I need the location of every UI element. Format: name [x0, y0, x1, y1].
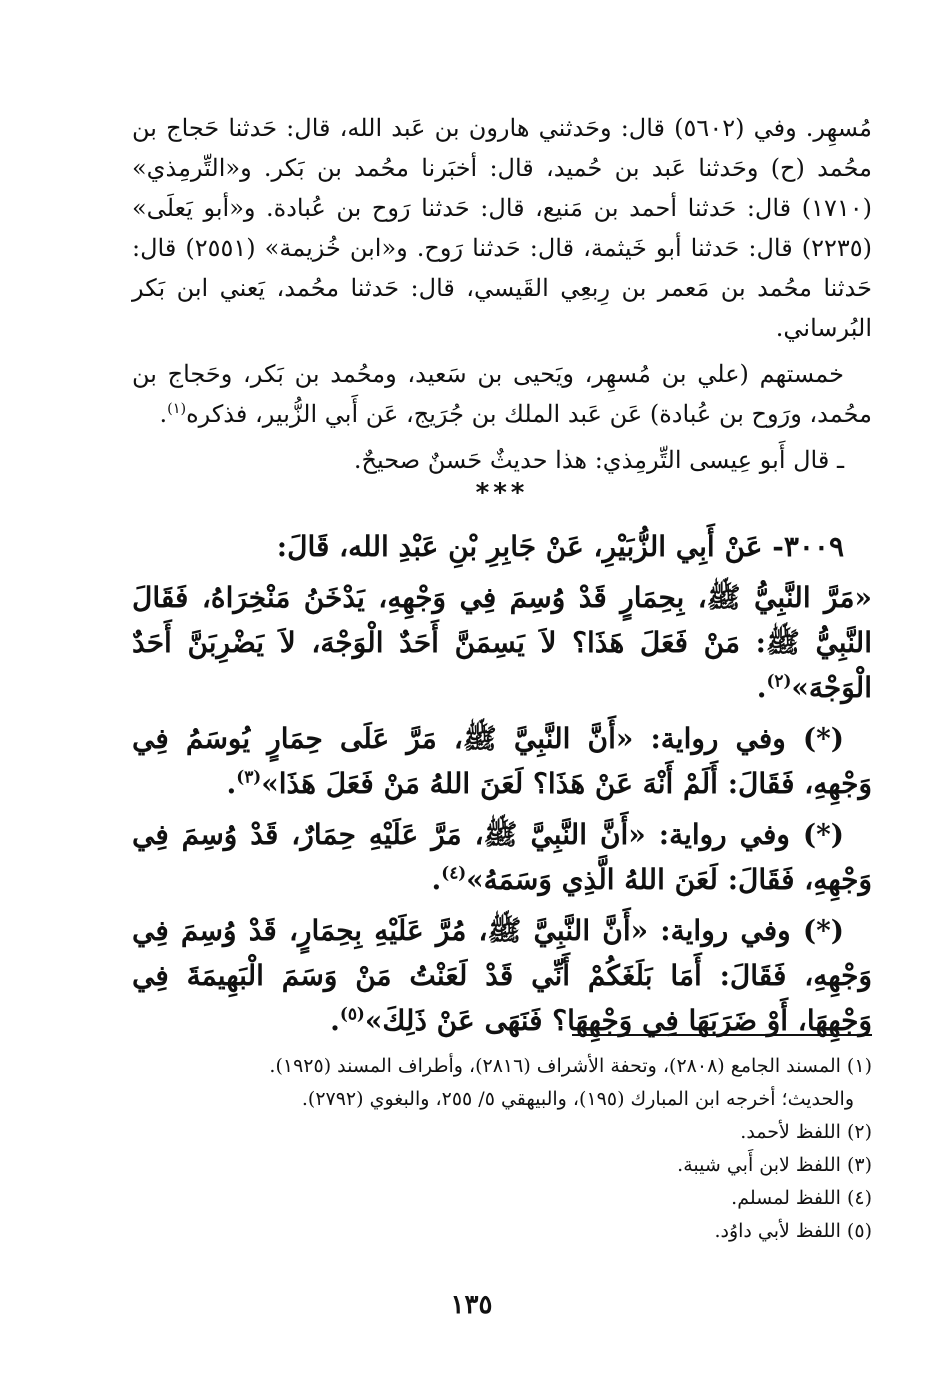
hadith-block [132, 524, 872, 1043]
footnote-ref-1: (١) [167, 401, 187, 417]
footnote-item: (٥) اللفظ لأبي داوُد. [714, 1220, 872, 1242]
hadith-heading [132, 524, 872, 569]
footnote-item: (٣) اللفظ لابن أَبي شيبة. [677, 1154, 872, 1176]
riwaya-1-text: (*) وفي رواية: «أَنَّ النَّبِيَّ ﷺ، مَرَّ عَلَى حِمَارٍ يُوسَمُ فِي وَجْهِهِ، فَقَالَ: أَلَمْ أَنْهَ عَنْ هَذَا؟ لَعَنَ اللهُ مَنْ فَعَلَ هَذَا» [132, 722, 872, 800]
footnote-item: (٤) اللفظ لمسلم. [731, 1187, 872, 1209]
footnote-ref-5: (٥) [339, 1003, 365, 1024]
footnote-item: (١) المسند الجامع (٢٨٠٨)، وتحفة الأشراف (٢٨١٦)، وأطراف المسند (١٩٢٥). [269, 1055, 872, 1077]
hadith-text: «مَرَّ النَّبِيُّ ﷺ، بِحِمَارٍ قَدْ وُسِمَ فِي وَجْهِهِ، يَدْخَنُ مَنْخِرَاهُ، فَقَالَ النَّبِيُّ ﷺ: مَنْ فَعَلَ هَذَا؟ لاَ يَسِمَنَّ أَحَدٌ الْوَجْهَ، لاَ يَضْرِبَنَّ أَحَدٌ الْوَجْهَ»$^{(٢)}$. [132, 581, 872, 704]
footnote-ref-4: (٤) [441, 862, 467, 883]
footnote-item: والحديث؛ أخرجه ابن المبارك (١٩٥)، والبيهقي ٥/ ٢٥٥، والبغوي (٢٧٩٢). [301, 1088, 854, 1110]
tirmidhi-grading: ـ قال أَبو عِيسى التِّرمِذي: هذا حديثٌ حَسنٌ صحيحٌ. [353, 446, 844, 474]
footnote-ref-3: (٣) [236, 766, 262, 787]
riwaya-3: (*) وفي رواية: «أَنَّ النَّبِيَّ ﷺ، مُرَّ عَلَيْهِ بِحِمَارٍ، قَدْ وُسِمَ فِي وَجْهِهِ، فَقَالَ: أَمَا بَلَغَكُمْ أَنِّي قَدْ لَعَنْتُ مَنْ وَسَمَ الْبَهِيمَةَ فِي وَجْهِهَا، أَوْ ضَرَبَهَا فِي وَجْهِهَا؟ فَنَهَى عَنْ ذَلِكَ»$^{(٥)}$. [132, 914, 872, 1037]
isnad-text [132, 108, 872, 480]
isnad-summary-text: خمستهم (علي بن مُسهِر، ويَحيى بن سَعيد، ومحُمد بن بَكر، وحَجاج بن محُمد، ورَوح بن عُبادة) عَن عَبد الملك بن جُرَيج، عَن أَبي الزُّبير، فذكره [132, 360, 872, 428]
footnote-ref-2: (٢) [766, 670, 792, 691]
footnote-divider [572, 1034, 872, 1036]
hadith-number: ٣٠٠٩ [783, 530, 844, 563]
riwaya-3-text: (*) وفي رواية: «أَنَّ النَّبِيَّ ﷺ، مُرَّ عَلَيْهِ بِحِمَارٍ، قَدْ وُسِمَ فِي وَجْهِهِ، فَقَالَ: أَمَا بَلَغَكُمْ أَنِّي قَدْ لَعَنْتُ مَنْ وَسَمَ الْبَهِيمَةَ فِي وَجْهِهَا، أَوْ ضَرَبَهَا فِي وَجْهِهَا؟ فَنَهَى عَنْ ذَلِكَ» [132, 914, 872, 1037]
hadith-main-text: «مَرَّ النَّبِيُّ ﷺ، بِحِمَارٍ قَدْ وُسِمَ فِي وَجْهِهِ، يَدْخَنُ مَنْخِرَاهُ، فَقَالَ النَّبِيُّ ﷺ: مَنْ فَعَلَ هَذَا؟ لاَ يَسِمَنَّ أَحَدٌ الْوَجْهَ، لاَ يَضْرِبَنَّ أَحَدٌ الْوَجْهَ» [132, 581, 872, 704]
footnote-item: (٢) اللفظ لأحمد. [740, 1121, 872, 1143]
riwaya-2: (*) وفي رواية: «أَنَّ النَّبِيَّ ﷺ، مَرَّ عَلَيْهِ حِمَارٌ، قَدْ وُسِمَ فِي وَجْهِهِ، فَقَالَ: لَعَنَ اللهُ الَّذِي وَسَمَهُ»$^{(٤)}$. [132, 818, 872, 896]
riwaya-1: (*) وفي رواية: «أَنَّ النَّبِيَّ ﷺ، مَرَّ عَلَى حِمَارٍ يُوسَمُ فِي وَجْهِهِ، فَقَالَ: أَلَمْ أَنْهَ عَنْ هَذَا؟ لَعَنَ اللهُ مَنْ فَعَلَ هَذَا»$^{(٣)}$. [132, 722, 872, 800]
isnad-paragraph: مُسهِر. وفي (٥٦٠٢) قال: وحَدثني هارون بن عَبد الله، قال: حَدثنا حَجاج بن محُمد (ح) وحَدثنا عَبد بن حُميد، قال: أخبَرنا محُمد بن بَكر. و«التِّرمِذي» (١٧١٠) قال: حَدثنا أحمد بن مَنيع، قال: حَدثنا رَوح بن عُبادة. و«أبو يَعلَى» (٢٢٣٥) قال: حَدثنا أبو خَيثمة، قال: حَدثنا رَوح. و«ابن خُزيمة» (٢٥٥١) قال: حَدثنا محُمد بن مَعمر بن رِبعِي القَيسي، قال: حَدثنا محُمد، يَعني ابن بَكر البُرساني. [132, 114, 873, 342]
riwaya-2-text: (*) وفي رواية: «أَنَّ النَّبِيَّ ﷺ، مَرَّ عَلَيْهِ حِمَارٌ، قَدْ وُسِمَ فِي وَجْهِهِ، فَقَالَ: لَعَنَ اللهُ الَّذِي وَسَمَهُ» [132, 818, 872, 896]
isnad-summary-paragraph: خمستهم (علي بن مُسهِر، ويَحيى بن سَعيد، ومحُمد بن بَكر، وحَجاج بن محُمد، ورَوح بن عُبادة) عَن عَبد الملك بن جُرَيج، عَن أَبي الزُّبير، فذكره$^{(١)}$. [132, 360, 872, 428]
section-separator: *** [475, 478, 529, 508]
hadith-intro: - عَنْ أَبِي الزُّبَيْرِ، عَنْ جَابِرِ بْنِ عَبْدِ الله، قَالَ: [276, 530, 784, 563]
page-number: ١٣٥ [450, 1290, 493, 1320]
footnotes [132, 1050, 872, 1248]
